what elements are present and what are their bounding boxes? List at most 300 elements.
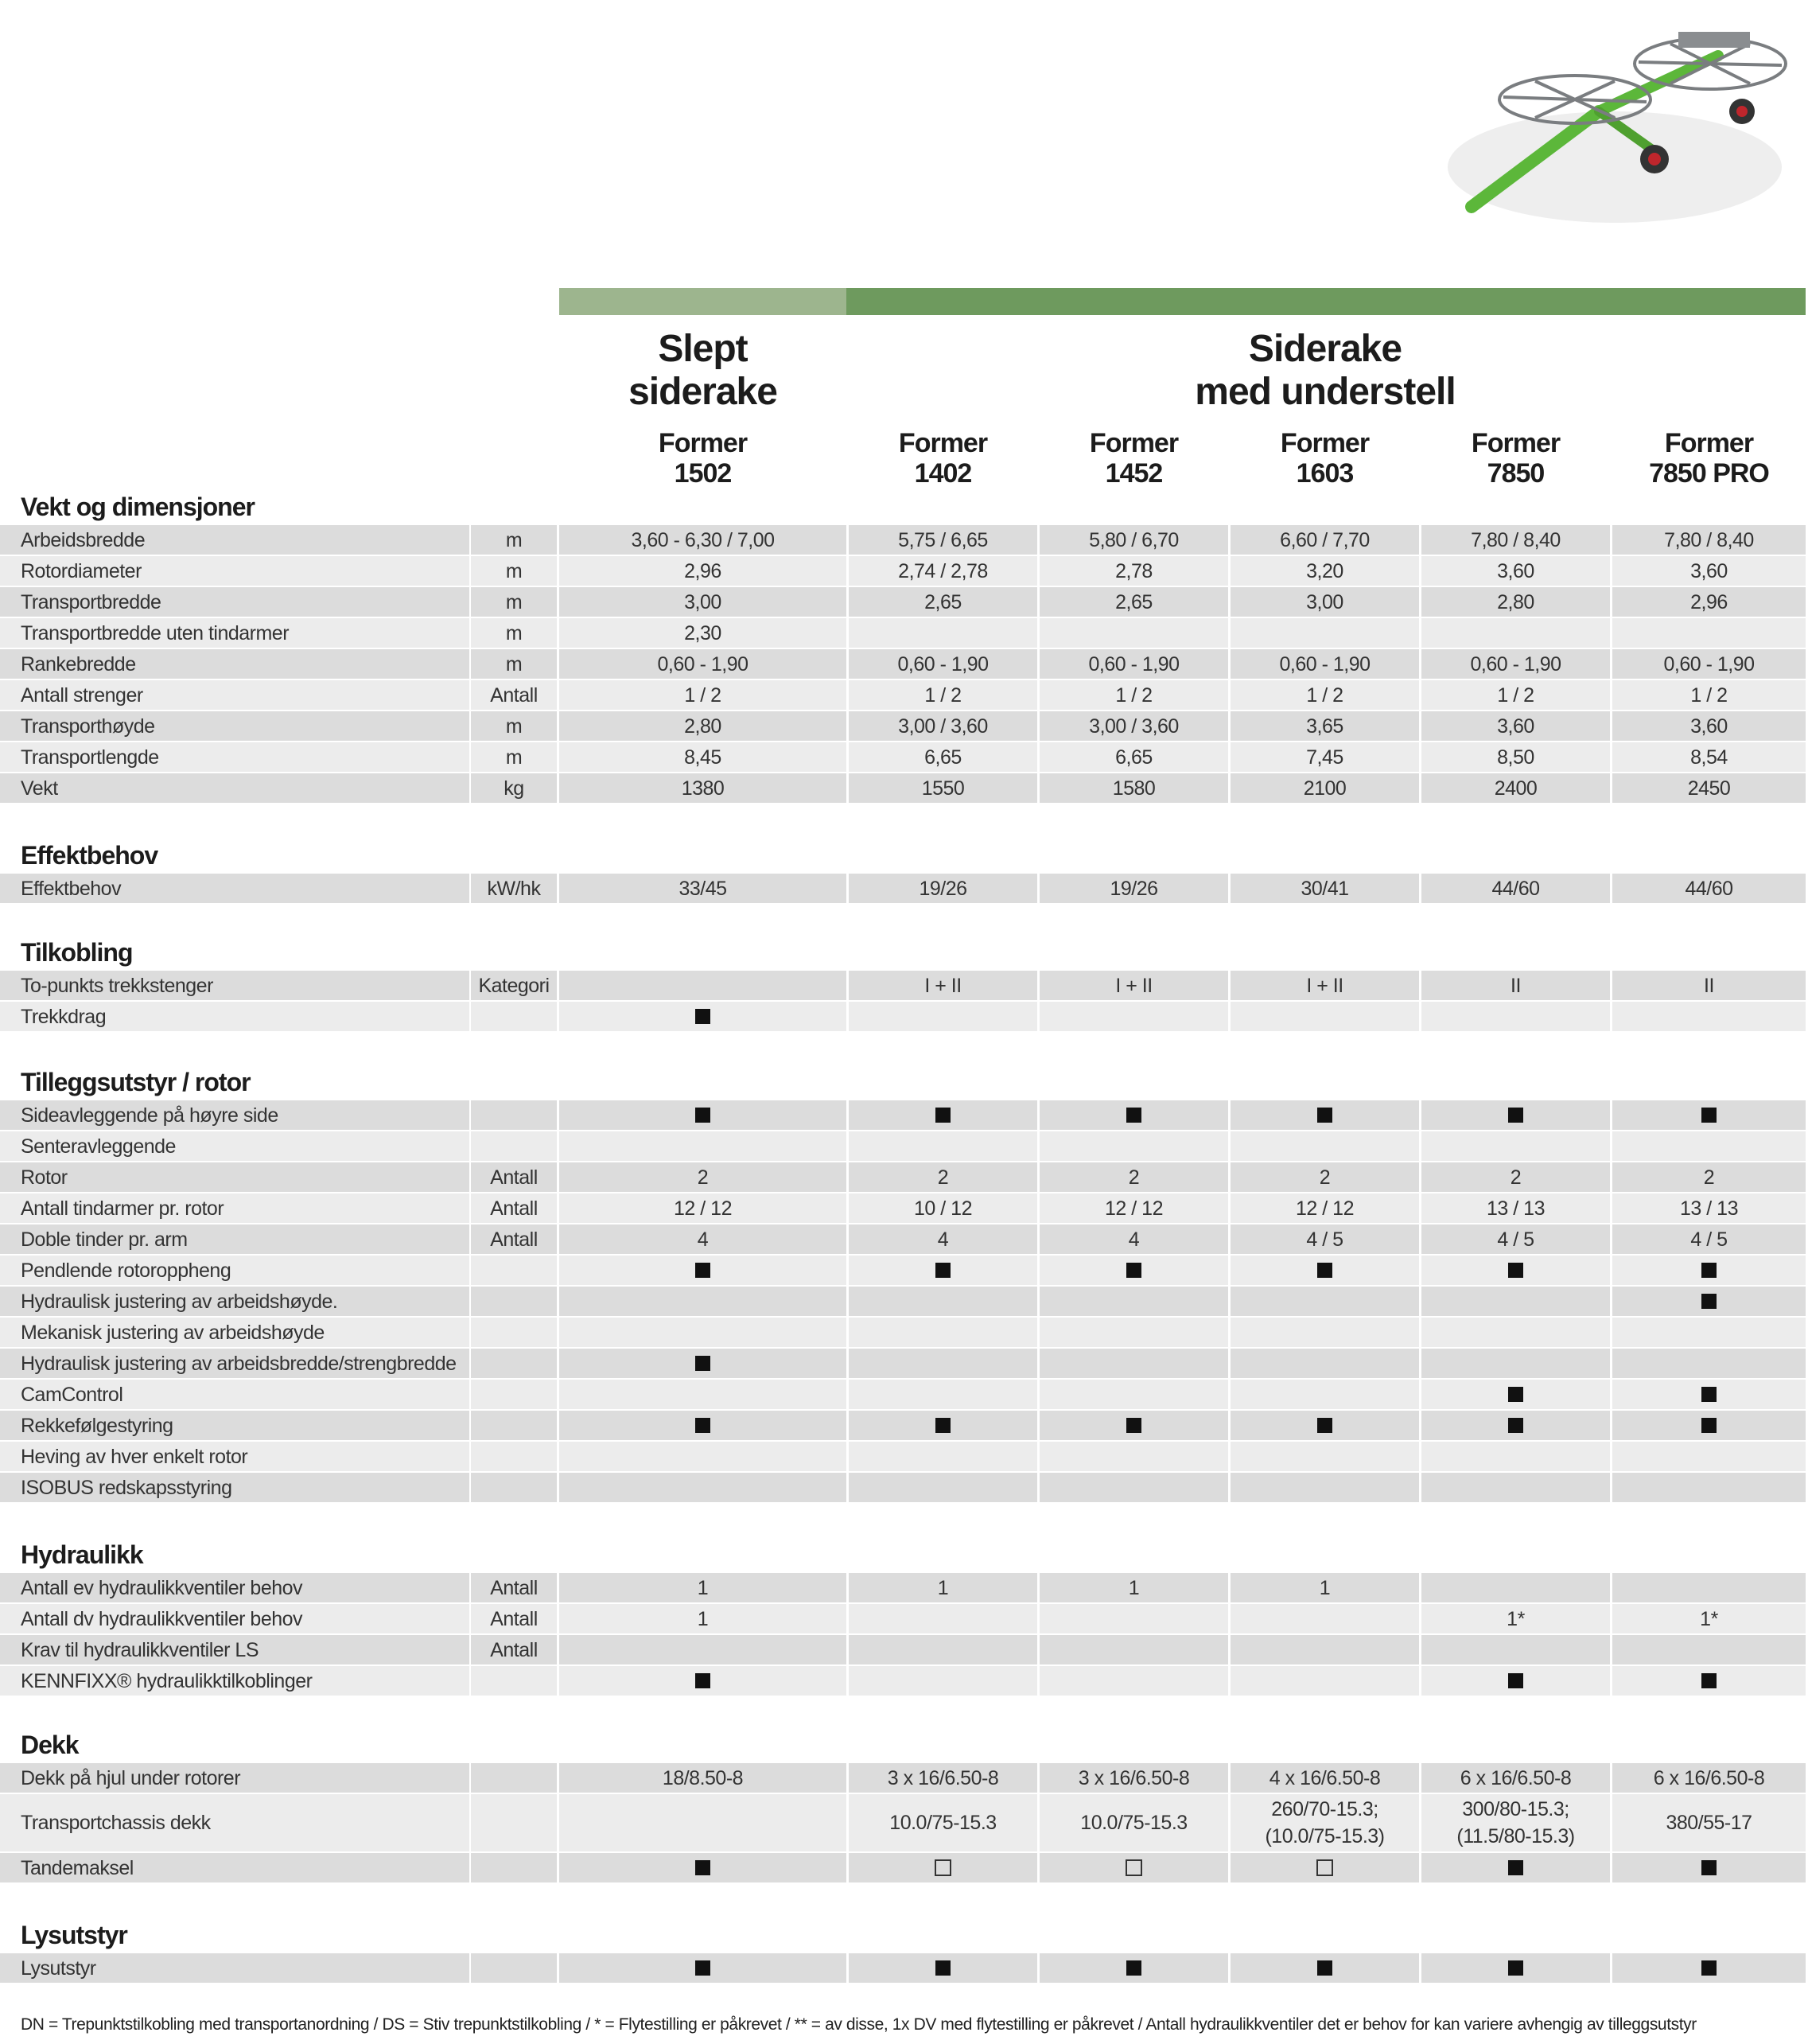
row-unit-text: Antall <box>490 1228 538 1251</box>
row-label <box>0 1666 469 1696</box>
filled-square-icon <box>1508 1263 1523 1278</box>
section-title: Dekk <box>21 1731 79 1759</box>
value-cell <box>1231 1349 1419 1378</box>
table-row <box>0 1349 1808 1378</box>
table-row <box>0 1193 1808 1223</box>
value-text: 3 x 16/6.50-8 <box>1078 1766 1190 1789</box>
value-text: 2 <box>1510 1166 1522 1189</box>
section-title: Vekt og dimensjoner <box>21 493 255 521</box>
row-label-text: Senteravleggende <box>21 1135 176 1158</box>
table-row <box>0 874 1808 903</box>
row-label-text: Transportbredde uten tindarmer <box>21 621 290 644</box>
value-text: 4 <box>937 1228 949 1251</box>
value-cell <box>1612 618 1806 648</box>
value-text: 2,78 <box>1115 559 1153 582</box>
value-cell <box>559 1100 846 1130</box>
row-label-text: Transportbredde <box>21 590 161 613</box>
value-cell <box>559 1411 846 1440</box>
row-label <box>0 556 469 586</box>
value-cell <box>1040 874 1228 903</box>
value-cell <box>1040 1953 1228 1983</box>
value-text: 2 <box>1319 1166 1331 1189</box>
row-label-text: To-punkts trekkstenger <box>21 974 213 997</box>
value-cell <box>849 1442 1037 1471</box>
value-cell <box>559 618 846 648</box>
row-label <box>0 1635 469 1664</box>
value-cell <box>1421 1349 1610 1378</box>
filled-square-icon <box>695 1263 710 1278</box>
value-cell <box>1040 1763 1228 1793</box>
filled-square-icon <box>1508 1108 1523 1123</box>
row-label <box>0 1287 469 1316</box>
row-label <box>0 1473 469 1502</box>
value-cell <box>1231 618 1419 648</box>
value-text: 0,60 - 1,90 <box>897 652 989 675</box>
value-cell <box>1421 1411 1610 1440</box>
row-unit-text: m <box>505 746 523 769</box>
filled-square-icon <box>1317 1108 1332 1123</box>
value-cell <box>1421 971 1610 1000</box>
row-unit <box>471 1473 557 1502</box>
filled-square-icon <box>695 1418 710 1433</box>
value-cell <box>1421 1131 1610 1161</box>
table-row <box>0 587 1808 617</box>
row-label <box>0 1002 469 1031</box>
filled-square-icon <box>695 1009 710 1024</box>
value-cell <box>1231 1318 1419 1347</box>
value-cell <box>1421 1442 1610 1471</box>
value-cell <box>1231 773 1419 803</box>
row-label <box>0 1411 469 1440</box>
value-cell <box>559 1380 846 1409</box>
value-text: 1 <box>1128 1576 1140 1599</box>
value-cell <box>1231 874 1419 903</box>
table-row <box>0 742 1808 772</box>
row-label-text: KENNFIXX® hydraulikktilkoblinger <box>21 1669 313 1692</box>
value-cell <box>1231 1573 1419 1602</box>
value-text: 2,65 <box>1115 590 1153 613</box>
value-cell <box>559 1318 846 1347</box>
row-label <box>0 1573 469 1602</box>
value-cell <box>849 1473 1037 1502</box>
value-text: 1 <box>937 1576 949 1599</box>
value-text: 0,60 - 1,90 <box>1663 652 1755 675</box>
footnote: DN = Trepunktstilkobling med transportanordning / DS = Stiv trepunktstilkobling / * = Flytestilling er påkrevet / ** = av disse, 1x DV med flytestilling er påkrevet / Antall hydraulikkventiler det er behov for kan variere avhengig av tilleggsutstyr <box>21 2015 1697 2034</box>
row-unit-text: m <box>505 590 523 613</box>
value-cell <box>1421 618 1610 648</box>
value-text: 1 / 2 <box>684 683 721 707</box>
filled-square-icon <box>1508 1387 1523 1402</box>
value-cell <box>1040 618 1228 648</box>
empty-square-icon <box>1316 1859 1333 1876</box>
table-row <box>0 618 1808 648</box>
value-cell <box>1040 1256 1228 1285</box>
value-cell <box>1421 1635 1610 1664</box>
row-unit <box>471 1573 557 1602</box>
table-row <box>0 1473 1808 1502</box>
value-text: 4 x 16/6.50-8 <box>1269 1766 1381 1789</box>
value-text: 1* <box>1507 1607 1525 1630</box>
value-text: 2,80 <box>684 714 721 738</box>
table-row <box>0 1380 1808 1409</box>
row-label-text: Rankebredde <box>21 652 136 675</box>
value-cell <box>559 1853 846 1882</box>
row-label <box>0 1256 469 1285</box>
value-cell <box>1231 1002 1419 1031</box>
twin-rotor-rake-image <box>1416 8 1798 247</box>
row-label-text: Rotor <box>21 1166 68 1189</box>
value-text: 4 / 5 <box>1497 1228 1534 1251</box>
row-label <box>0 525 469 555</box>
value-cell <box>1231 1635 1419 1664</box>
value-cell <box>1612 1349 1806 1378</box>
row-unit <box>471 1794 557 1851</box>
row-unit <box>471 1349 557 1378</box>
filled-square-icon <box>1126 1418 1141 1433</box>
row-unit <box>471 971 557 1000</box>
header-bar-2 <box>846 288 1806 315</box>
value-cell <box>559 1473 846 1502</box>
filled-square-icon <box>1317 1418 1332 1433</box>
table-row <box>0 773 1808 803</box>
value-text: 33/45 <box>678 877 727 900</box>
value-cell <box>1421 1604 1610 1633</box>
value-cell <box>1040 1666 1228 1696</box>
value-cell <box>1231 1411 1419 1440</box>
row-label <box>0 587 469 617</box>
value-cell <box>849 1100 1037 1130</box>
row-label <box>0 1604 469 1633</box>
value-text: 2100 <box>1303 777 1347 800</box>
value-cell <box>1040 1131 1228 1161</box>
row-label <box>0 1318 469 1347</box>
value-text: II <box>1704 974 1714 997</box>
table-row <box>0 649 1808 679</box>
value-text: 1 <box>697 1576 709 1599</box>
value-cell <box>1040 1002 1228 1031</box>
row-unit-text: kW/hk <box>487 877 541 900</box>
group-title-chassis: Siderake med understell <box>1195 328 1456 413</box>
table-row <box>0 1256 1808 1285</box>
value-cell <box>559 1635 846 1664</box>
row-label-text: Rotordiameter <box>21 559 142 582</box>
row-unit <box>471 1380 557 1409</box>
row-label-text: Mekanisk justering av arbeidshøyde <box>21 1321 325 1344</box>
value-text: 2,74 / 2,78 <box>898 559 988 582</box>
value-cell <box>1612 971 1806 1000</box>
value-text: 10 / 12 <box>914 1197 972 1220</box>
value-cell <box>849 1287 1037 1316</box>
value-text: 12 / 12 <box>674 1197 732 1220</box>
table-row <box>0 1953 1808 1983</box>
value-cell <box>1231 1100 1419 1130</box>
value-cell <box>1612 1411 1806 1440</box>
value-cell <box>1040 556 1228 586</box>
row-unit <box>471 742 557 772</box>
value-cell <box>849 1380 1037 1409</box>
value-text: 5,80 / 6,70 <box>1089 528 1179 551</box>
value-text: 0,60 - 1,90 <box>1088 652 1180 675</box>
row-label-text: Antall dv hydraulikkventiler behov <box>21 1607 303 1630</box>
filled-square-icon <box>1126 1108 1141 1123</box>
value-text: 10.0/75-15.3 <box>889 1812 997 1834</box>
filled-square-icon <box>1126 1960 1141 1976</box>
model-header-1: Former 1502 <box>658 428 748 489</box>
value-text: 3,60 - 6,30 / 7,00 <box>631 528 775 551</box>
value-text: 2 <box>697 1166 709 1189</box>
row-label-text: Tandemaksel <box>21 1856 134 1879</box>
value-text: 3,60 <box>1497 714 1534 738</box>
value-cell <box>1421 1953 1610 1983</box>
table-row <box>0 1411 1808 1440</box>
value-cell <box>1040 1193 1228 1223</box>
value-cell <box>559 1256 846 1285</box>
value-cell <box>1040 1162 1228 1192</box>
value-text: 2 <box>1128 1166 1140 1189</box>
value-cell <box>559 680 846 710</box>
value-cell <box>1421 1256 1610 1285</box>
value-text: 2,96 <box>1690 590 1728 613</box>
value-cell <box>1231 1256 1419 1285</box>
value-cell <box>849 618 1037 648</box>
value-cell <box>559 971 846 1000</box>
filled-square-icon <box>935 1108 951 1123</box>
value-cell <box>849 1763 1037 1793</box>
value-cell <box>1231 1763 1419 1793</box>
row-label <box>0 742 469 772</box>
filled-square-icon <box>1701 1418 1717 1433</box>
value-cell <box>1040 1224 1228 1254</box>
row-label-text: Transportchassis dekk <box>21 1812 211 1834</box>
row-label <box>0 1349 469 1378</box>
table-row <box>0 1763 1808 1793</box>
value-text: 2,80 <box>1497 590 1534 613</box>
header-bar-1 <box>559 288 846 315</box>
row-label <box>0 618 469 648</box>
value-text: 2400 <box>1494 777 1538 800</box>
value-cell <box>849 680 1037 710</box>
value-cell <box>1040 1853 1228 1882</box>
value-cell <box>1421 680 1610 710</box>
value-cell <box>1421 1794 1610 1851</box>
value-cell <box>849 1162 1037 1192</box>
row-unit <box>471 1287 557 1316</box>
row-unit <box>471 1131 557 1161</box>
value-cell <box>849 1604 1037 1633</box>
value-text: 7,80 / 8,40 <box>1664 528 1754 551</box>
value-cell <box>559 587 846 617</box>
value-text: 6,65 <box>1115 746 1153 769</box>
value-text: 3,00 <box>1306 590 1343 613</box>
value-cell <box>1421 1666 1610 1696</box>
value-cell <box>559 649 846 679</box>
value-cell <box>1231 1853 1419 1882</box>
value-cell <box>1421 556 1610 586</box>
value-cell <box>1040 1442 1228 1471</box>
table-row <box>0 1604 1808 1633</box>
value-cell <box>1612 556 1806 586</box>
value-cell <box>849 1635 1037 1664</box>
value-text: 0,60 - 1,90 <box>1470 652 1561 675</box>
value-cell <box>1231 587 1419 617</box>
empty-square-icon <box>1126 1859 1142 1876</box>
value-cell <box>1421 1287 1610 1316</box>
value-text: 1380 <box>681 777 725 800</box>
value-cell <box>1040 773 1228 803</box>
value-cell <box>1612 1473 1806 1502</box>
value-cell <box>849 525 1037 555</box>
value-cell <box>1231 1473 1419 1502</box>
value-text: 3,00 <box>684 590 721 613</box>
value-cell <box>1040 1473 1228 1502</box>
value-cell <box>559 1162 846 1192</box>
value-text: 0,60 - 1,90 <box>1279 652 1371 675</box>
value-text: 1 <box>1319 1576 1331 1599</box>
value-cell <box>849 1349 1037 1378</box>
value-cell <box>559 1953 846 1983</box>
value-text: I + II <box>924 974 962 997</box>
row-unit <box>471 773 557 803</box>
value-cell <box>1421 742 1610 772</box>
row-label-text: Arbeidsbredde <box>21 528 146 551</box>
value-cell <box>1612 525 1806 555</box>
row-unit <box>471 1100 557 1130</box>
value-text: 2,96 <box>684 559 721 582</box>
row-label <box>0 1794 469 1851</box>
row-label <box>0 1131 469 1161</box>
value-cell <box>559 874 846 903</box>
filled-square-icon <box>935 1960 951 1976</box>
value-cell <box>1421 1193 1610 1223</box>
filled-square-icon <box>695 1673 710 1688</box>
row-label <box>0 874 469 903</box>
value-cell <box>1231 556 1419 586</box>
model-header-5: Former 7850 <box>1471 428 1561 489</box>
value-text: 1 / 2 <box>1497 683 1534 707</box>
value-text: 3,20 <box>1306 559 1343 582</box>
value-cell <box>559 1794 846 1851</box>
row-unit-text: m <box>505 714 523 738</box>
value-text: 6 x 16/6.50-8 <box>1653 1766 1765 1789</box>
value-text: 12 / 12 <box>1105 1197 1163 1220</box>
value-cell <box>1040 1411 1228 1440</box>
value-text: 2,30 <box>684 621 721 644</box>
value-cell <box>1040 1318 1228 1347</box>
value-text: 3,60 <box>1690 714 1728 738</box>
row-unit <box>471 1411 557 1440</box>
value-cell <box>1231 711 1419 741</box>
value-cell <box>559 1604 846 1633</box>
value-cell <box>1421 773 1610 803</box>
value-text: 4 <box>697 1228 709 1251</box>
row-unit-text: kg <box>504 777 524 800</box>
value-cell <box>1612 587 1806 617</box>
table-row <box>0 525 1808 555</box>
value-cell <box>1231 525 1419 555</box>
value-cell <box>849 971 1037 1000</box>
value-text: 8,45 <box>684 746 721 769</box>
value-cell <box>1040 1573 1228 1602</box>
filled-square-icon <box>1701 1294 1717 1309</box>
value-cell <box>1231 1162 1419 1192</box>
row-label-text: Hydraulisk justering av arbeidshøyde. <box>21 1290 338 1313</box>
value-text: 300/80-15.3; (11.5/80-15.3) <box>1456 1798 1575 1847</box>
value-text: 1 / 2 <box>924 683 962 707</box>
value-cell <box>1231 971 1419 1000</box>
row-unit <box>471 1442 557 1471</box>
value-cell <box>1040 649 1228 679</box>
value-text: 2 <box>937 1166 949 1189</box>
table-row <box>0 1635 1808 1664</box>
section-title: Tilleggsutstyr / rotor <box>21 1068 251 1096</box>
filled-square-icon <box>1508 1673 1523 1688</box>
value-cell <box>559 1287 846 1316</box>
table-row <box>0 1162 1808 1192</box>
filled-square-icon <box>1701 1108 1717 1123</box>
row-label <box>0 1763 469 1793</box>
row-unit <box>471 649 557 679</box>
value-cell <box>1421 1380 1610 1409</box>
value-cell <box>849 711 1037 741</box>
table-row <box>0 1287 1808 1316</box>
value-text: II <box>1511 974 1521 997</box>
value-cell <box>849 874 1037 903</box>
row-unit <box>471 525 557 555</box>
value-text: 2450 <box>1687 777 1731 800</box>
value-cell <box>1612 1002 1806 1031</box>
value-cell <box>1612 1573 1806 1602</box>
row-label-text: Antall ev hydraulikkventiler behov <box>21 1576 303 1599</box>
value-text: 7,80 / 8,40 <box>1471 528 1561 551</box>
row-label-text: Trekkdrag <box>21 1005 107 1028</box>
row-unit-text: m <box>505 528 523 551</box>
table-row <box>0 971 1808 1000</box>
filled-square-icon <box>695 1860 710 1875</box>
value-text: 19/26 <box>919 877 967 900</box>
value-text: 0,60 - 1,90 <box>657 652 748 675</box>
row-unit-text: m <box>505 559 523 582</box>
table-row <box>0 711 1808 741</box>
value-cell <box>1612 1853 1806 1882</box>
value-cell <box>1421 1224 1610 1254</box>
value-cell <box>1612 1635 1806 1664</box>
row-label <box>0 649 469 679</box>
value-cell <box>1421 649 1610 679</box>
value-text: 3,00 / 3,60 <box>898 714 988 738</box>
value-cell <box>1421 1318 1610 1347</box>
filled-square-icon <box>1508 1860 1523 1875</box>
value-cell <box>1040 1604 1228 1633</box>
row-unit <box>471 1224 557 1254</box>
filled-square-icon <box>1317 1263 1332 1278</box>
value-cell <box>1612 1442 1806 1471</box>
value-cell <box>559 1573 846 1602</box>
value-cell <box>1612 1100 1806 1130</box>
row-label <box>0 773 469 803</box>
row-unit <box>471 1953 557 1983</box>
value-cell <box>1421 1763 1610 1793</box>
value-cell <box>849 773 1037 803</box>
value-cell <box>559 1131 846 1161</box>
row-label <box>0 711 469 741</box>
value-cell <box>1612 649 1806 679</box>
value-cell <box>559 1763 846 1793</box>
value-text: 7,45 <box>1306 746 1343 769</box>
table-row <box>0 1794 1808 1851</box>
value-cell <box>849 1318 1037 1347</box>
table-row <box>0 1131 1808 1161</box>
value-cell <box>1421 1573 1610 1602</box>
